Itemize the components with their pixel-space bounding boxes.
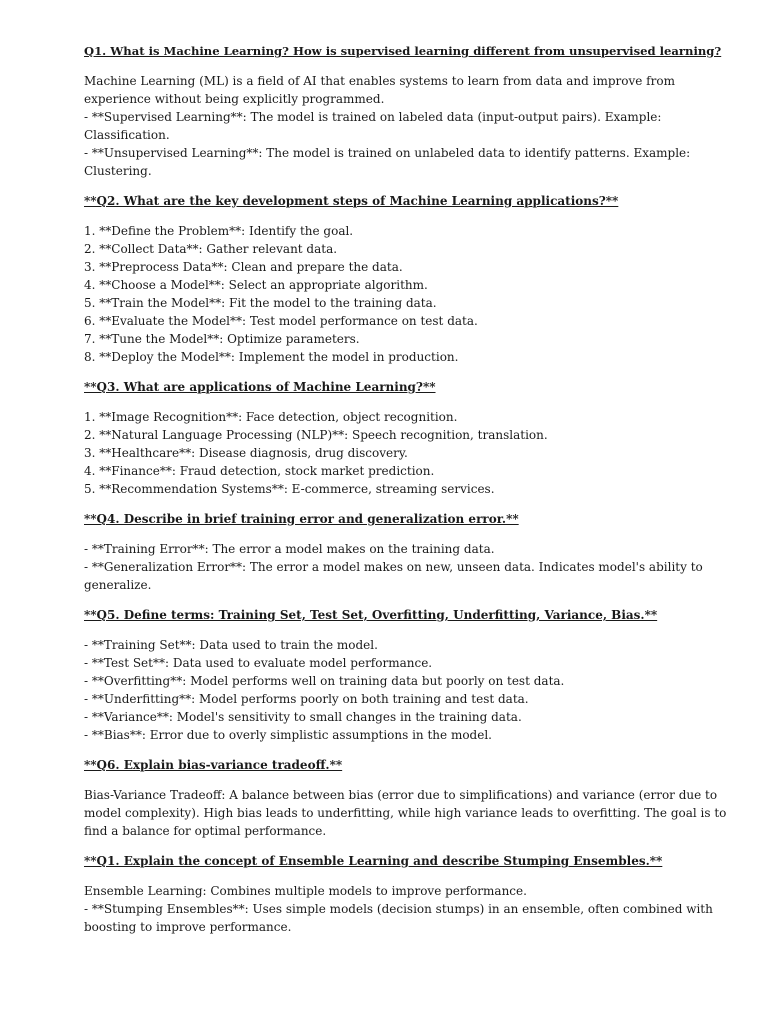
answer-line: 3. **Healthcare**: Disease diagnosis, drug discovery. bbox=[84, 446, 408, 460]
question-heading: **Q1. Explain the concept of Ensemble Learning and describe Stumping Ensembles.** bbox=[84, 854, 663, 868]
answer-line: - **Underfitting**: Model performs poorly on both training and test data. bbox=[84, 692, 529, 706]
answer-line: 1. **Define the Problem**: Identify the goal. bbox=[84, 224, 354, 238]
answer-line: - **Bias**: Error due to overly simplistic assumptions in the model. bbox=[84, 728, 492, 742]
document-page bbox=[84, 42, 734, 948]
question-heading: **Q3. What are applications of Machine Learning?** bbox=[84, 380, 436, 394]
section-q6-bias-variance bbox=[84, 756, 734, 840]
answer-line: 8. **Deploy the Model**: Implement the model in production. bbox=[84, 350, 459, 364]
answer-line: 6. **Evaluate the Model**: Test model performance on test data. bbox=[84, 314, 478, 328]
answer-line: 2. **Collect Data**: Gather relevant data. bbox=[84, 242, 338, 256]
answer-line: - **Test Set**: Data used to evaluate model performance. bbox=[84, 656, 433, 670]
answer-block bbox=[84, 72, 734, 180]
answer-block bbox=[84, 408, 734, 498]
question-heading: Q1. What is Machine Learning? How is supervised learning different from unsupervised learning? bbox=[84, 44, 722, 58]
answer-line: Machine Learning (ML) is a field of AI that enables systems to learn from data and improve from experience without being explicitly programmed. bbox=[84, 74, 675, 106]
answer-line: - **Training Error**: The error a model makes on the training data. bbox=[84, 542, 495, 556]
answer-line: 1. **Image Recognition**: Face detection, object recognition. bbox=[84, 410, 458, 424]
answer-line: 4. **Finance**: Fraud detection, stock market prediction. bbox=[84, 464, 435, 478]
question-heading: **Q4. Describe in brief training error and generalization error.** bbox=[84, 512, 519, 526]
answer-line: 4. **Choose a Model**: Select an appropriate algorithm. bbox=[84, 278, 428, 292]
question-heading: **Q2. What are the key development steps of Machine Learning applications?** bbox=[84, 194, 619, 208]
answer-block bbox=[84, 882, 734, 936]
answer-line: - **Variance**: Model's sensitivity to small changes in the training data. bbox=[84, 710, 522, 724]
answer-block bbox=[84, 540, 734, 594]
answer-line: - **Training Set**: Data used to train the model. bbox=[84, 638, 378, 652]
section-q3-applications bbox=[84, 378, 734, 498]
answer-line: - **Generalization Error**: The error a model makes on new, unseen data. Indicates model's ability to generalize. bbox=[84, 560, 703, 592]
section-q4-errors bbox=[84, 510, 734, 594]
section-q2-development-steps bbox=[84, 192, 734, 366]
answer-line: 5. **Train the Model**: Fit the model to the training data. bbox=[84, 296, 437, 310]
answer-line: - **Stumping Ensembles**: Uses simple models (decision stumps) in an ensemble, often combined with boosting to improve performance. bbox=[84, 902, 713, 934]
section-ensemble-learning bbox=[84, 852, 734, 936]
answer-block bbox=[84, 222, 734, 366]
answer-line: 5. **Recommendation Systems**: E-commerce, streaming services. bbox=[84, 482, 495, 496]
section-q5-terms bbox=[84, 606, 734, 744]
answer-line: 7. **Tune the Model**: Optimize parameters. bbox=[84, 332, 360, 346]
answer-line: Ensemble Learning: Combines multiple models to improve performance. bbox=[84, 884, 527, 898]
answer-line: - **Overfitting**: Model performs well on training data but poorly on test data. bbox=[84, 674, 565, 688]
answer-line: - **Supervised Learning**: The model is trained on labeled data (input-output pairs). Example: Classification. bbox=[84, 110, 662, 142]
answer-line: 2. **Natural Language Processing (NLP)**: Speech recognition, translation. bbox=[84, 428, 548, 442]
answer-block bbox=[84, 636, 734, 744]
question-heading: **Q6. Explain bias-variance tradeoff.** bbox=[84, 758, 343, 772]
question-heading: **Q5. Define terms: Training Set, Test Set, Overfitting, Underfitting, Variance, Bias.** bbox=[84, 608, 658, 622]
answer-line: 3. **Preprocess Data**: Clean and prepare the data. bbox=[84, 260, 403, 274]
answer-block bbox=[84, 786, 734, 840]
section-q1-ml-definition bbox=[84, 42, 734, 180]
answer-line: - **Unsupervised Learning**: The model is trained on unlabeled data to identify patterns. Example: Clustering. bbox=[84, 146, 691, 178]
answer-line: Bias-Variance Tradeoff: A balance between bias (error due to simplifications) and variance (error due to model complexity). High bias leads to underfitting, while high variance leads to overfitting. The goal is to find a balance for optimal performance. bbox=[84, 788, 727, 838]
